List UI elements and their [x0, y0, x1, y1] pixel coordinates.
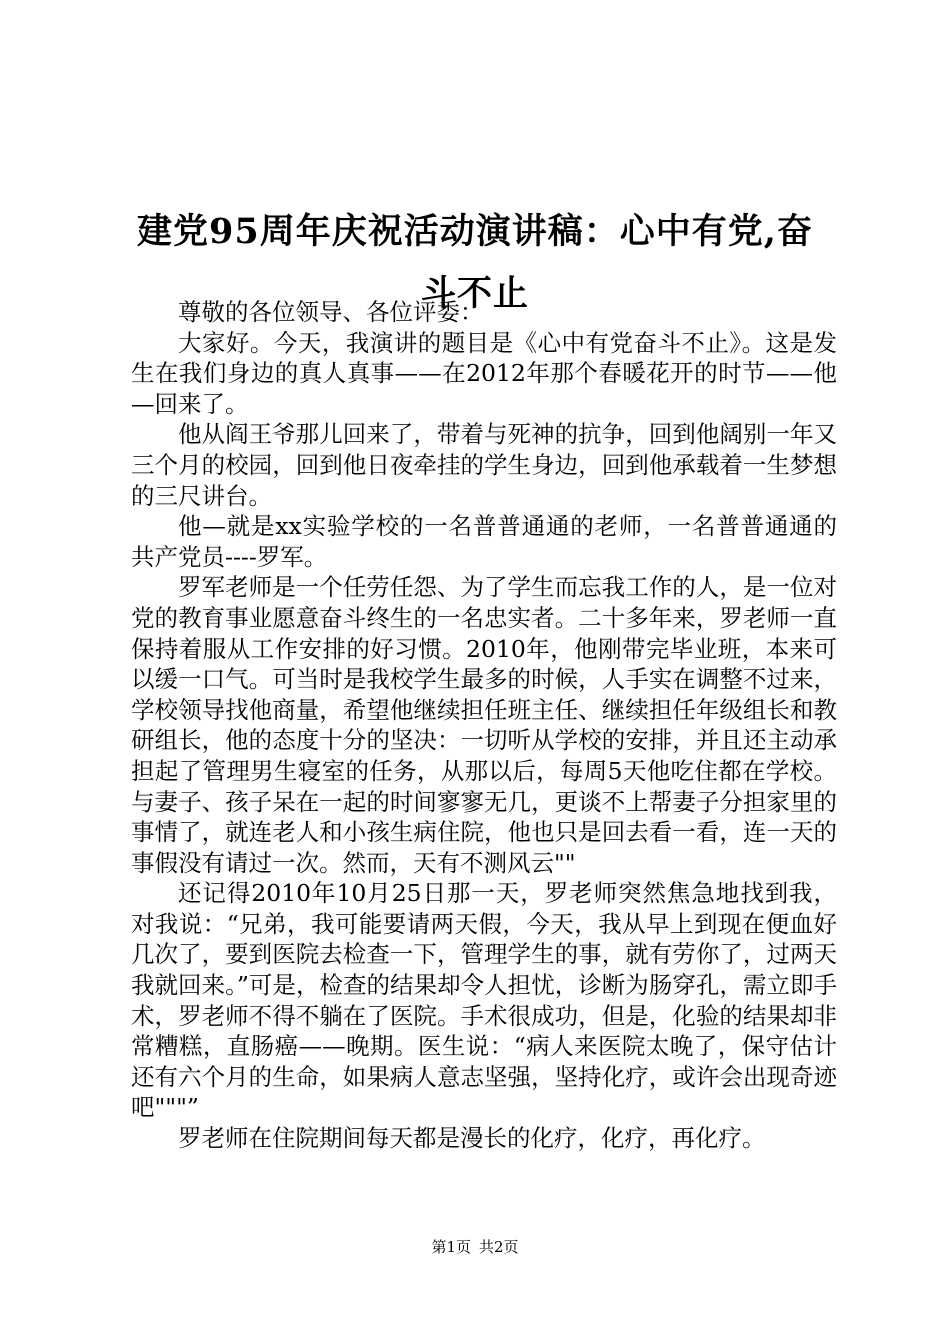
paragraph-dedication: 罗军老师是一个任劳任怨、为了学生而忘我工作的人，是一位对党的教育事业愿意奋斗终生的一名忠实者。二十多年来，罗老师一直保持着服从工作安排的好习惯。2010年，他刚带完毕业班，本来可以缓一口气。可当时是我校学生最多的时候，人手实在调整不过来，学校领导找他商量，希望他继续担任班主任、继续担任年级组长和教研组长，他的态度十分的坚决：一切听从学校的安排，并且还主动承担起了管理男生寝室的任务，从那以后，每周5天他吃住都在学校。与妻子、孩子呆在一起的时间寥寥无几，更谈不上帮妻子分担家里的事情了，就连老人和小孩生病住院，他也只是回去看一看，连一天的事假没有请过一次。然而，天有不测风云"" — [131, 573, 837, 877]
paragraph-diagnosis: 还记得2010年10月25日那一天，罗老师突然焦急地找到我，对我说：“兄弟，我可能要请两天假，今天，我从早上到现在便血好几次了，要到医院去检查一下，管理学生的事，就有劳你了，过两天我就回来。”可是，检查的结果却令人担忧，诊断为肠穿孔，需立即手术，罗老师不得不躺在了医院。手术很成功，但是，化验的结果却非常糟糕，直肠癌——晚期。医生说：“病人来医院太晚了，保守估计还有六个月的生命，如果病人意志坚强，坚持化疗，或许会出现奇迹吧"""” — [131, 879, 837, 1122]
paragraph-introduction: 他—就是xx实验学校的一名普普通通的老师，一名普普通通的共产党员----罗军。 — [131, 512, 837, 571]
paragraph-treatment: 罗老师在住院期间每天都是漫长的化疗，化疗，再化疗。 — [178, 1124, 766, 1153]
page-number-current: 第1页 — [431, 1238, 471, 1256]
document-title: 建党95周年庆祝活动演讲稿：心中有党,奋斗不止 — [137, 211, 813, 315]
paragraph-return: 他从阎王爷那儿回来了，带着与死神的抗争，回到他阔别一年又三个月的校园，回到他日夜牵挂的学生身边，回到他承载着一生梦想的三尺讲台。 — [131, 420, 837, 510]
document-body — [131, 297, 837, 1154]
paragraph-greeting: 大家好。今天，我演讲的题目是《心中有党奋斗不止》。这是发生在我们身边的真人真事——在2012年那个春暖花开的时节——他—回来了。 — [131, 328, 837, 418]
page-number-total: 共2页 — [479, 1238, 519, 1256]
paragraph-salutation: 尊敬的各位领导、各位评委： — [178, 298, 484, 326]
page-footer — [0, 1237, 950, 1257]
